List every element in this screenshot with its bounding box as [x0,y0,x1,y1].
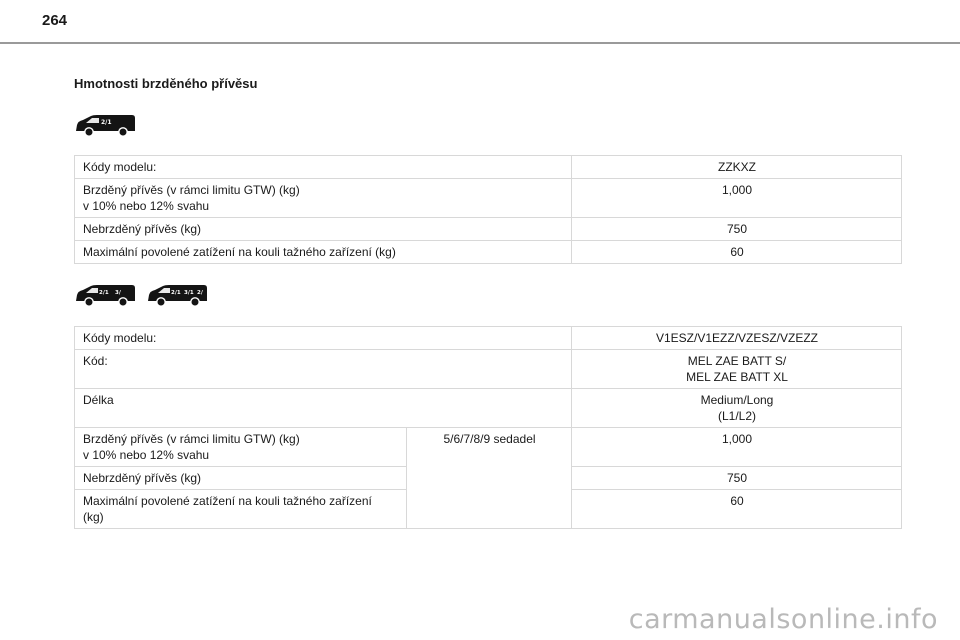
model-codes-label: Kódy modelu: [75,156,572,179]
code-value-line1: MEL ZAE BATT S/ [687,354,787,368]
svg-text:2/1: 2/1 [101,119,112,126]
code-label: Kód: [75,350,572,389]
braked-trailer-label-line2: v 10% nebo 12% svahu [83,448,210,462]
max-towbar-load-label-line2: (kg) [83,510,104,524]
table-row [75,156,902,179]
braked-trailer-value: 1,000 [572,179,902,218]
table-row [75,218,902,241]
page-number: 264 [42,12,68,29]
model-codes-value: ZZKXZ [572,156,902,179]
header-rule [0,42,960,44]
braked-trailer-table-1 [74,155,902,264]
unbraked-trailer-label: Nebrzděný přívěs (kg) [75,218,572,241]
code-value [572,350,902,389]
braked-trailer-label [75,179,572,218]
code-value-line2: MEL ZAE BATT XL [686,370,788,384]
svg-text:3/1: 3/1 [184,290,194,296]
length-value [572,389,902,428]
unbraked-trailer-value: 750 [572,467,902,490]
svg-text:2/: 2/ [197,290,203,296]
van-3-seat-row-icon [74,282,138,308]
model-codes-label: Kódy modelu: [75,327,572,350]
van-2-seat-icon [74,112,138,138]
braked-trailer-label [75,428,407,467]
max-towbar-load-label-line1: Maximální povolené zatížení na kouli tažného zařízení [83,494,372,508]
braked-trailer-value: 1,000 [572,428,902,467]
unbraked-trailer-value: 750 [572,218,902,241]
svg-text:2/1: 2/1 [99,290,109,296]
braked-trailer-table-2 [74,326,902,529]
max-towbar-load-label [75,490,407,529]
table-row [75,241,902,264]
section-title: Hmotnosti brzděného přívěsu [74,76,258,91]
length-value-line1: Medium/Long [700,393,774,407]
braked-trailer-label-line2: v 10% nebo 12% svahu [83,199,210,213]
max-towbar-load-value: 60 [572,490,902,529]
table-row [75,179,902,218]
braked-trailer-label-line1: Brzděný přívěs (v rámci limitu GTW) (kg) [83,183,300,197]
unbraked-trailer-label: Nebrzděný přívěs (kg) [75,467,407,490]
model-codes-value: V1ESZ/V1EZZ/VZESZ/VZEZZ [572,327,902,350]
van-4-seat-row-icon [146,282,210,308]
table-row [75,428,902,467]
table-row [75,389,902,428]
watermark-text: carmanualsonline.info [628,604,938,635]
seats-value: 5/6/7/8/9 sedadel [407,428,572,529]
braked-trailer-label-line1: Brzděný přívěs (v rámci limitu GTW) (kg) [83,432,300,446]
svg-text:2/1: 2/1 [171,290,181,296]
length-label: Délka [75,389,572,428]
table-row [75,327,902,350]
max-towbar-load-label: Maximální povolené zatížení na kouli tažného zařízení (kg) [75,241,572,264]
table-row [75,350,902,389]
svg-text:3/: 3/ [115,290,121,296]
max-towbar-load-value: 60 [572,241,902,264]
length-value-line2: (L1/L2) [717,409,757,423]
